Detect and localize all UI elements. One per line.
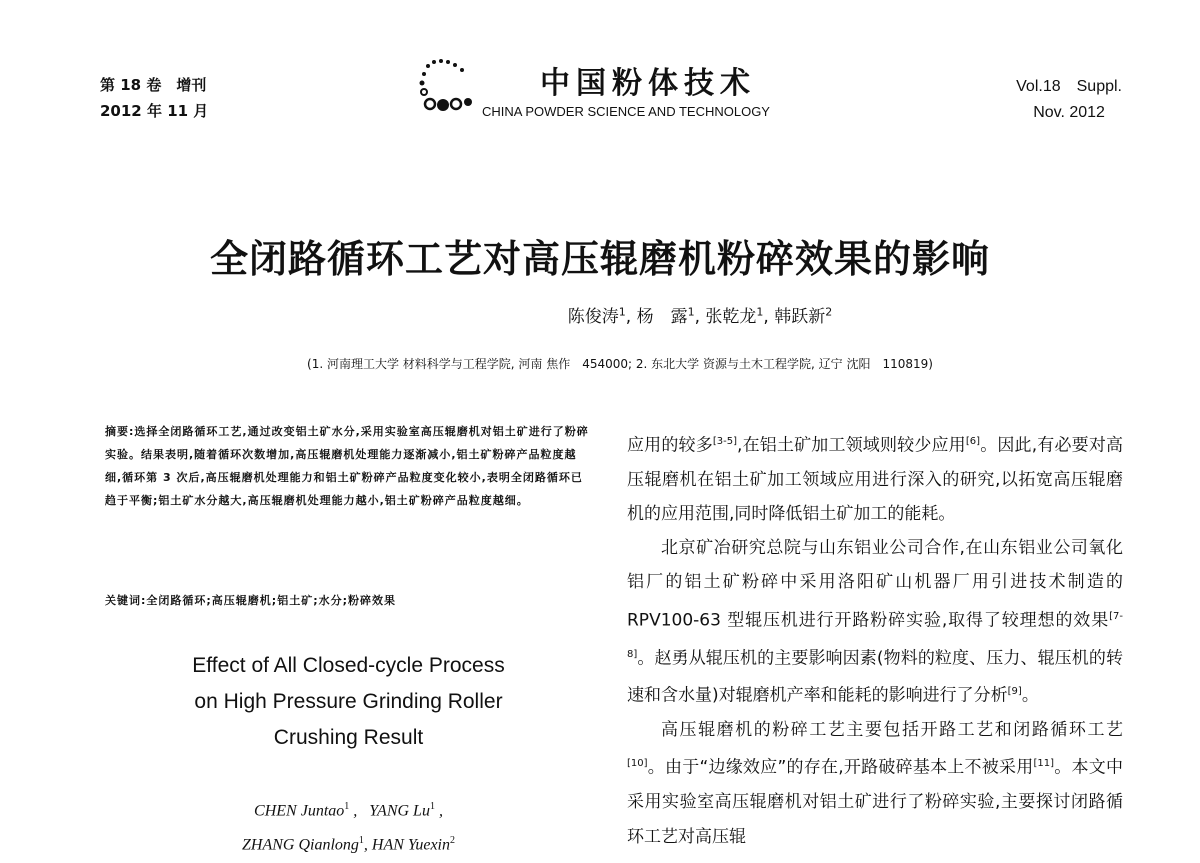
abstract-cn [105,420,592,512]
author-name: 张乾龙 [705,307,757,327]
body-paragraph: 北京矿冶研究总院与山东铝业公司合作,在山东铝业公司氧化铝厂的铝土矿粉碎中采用洛阳矿山机器厂用引进技术制造的 RPV100-63 型辊压机进行开路粉碎实验,取得了较理想的效果[7-8]。赵勇从辊压机的主要影响因素(物料的粒度、压力、辊压机的转速和含水量)对辊磨机产率和能耗的影响进行了分析[9]。 [627,538,1123,707]
header-left [100,72,208,124]
citation: [11] [1033,758,1055,770]
author-name: 陈俊涛 [567,307,619,327]
body-text-column [627,425,1123,854]
abstract-label: 摘要: [105,425,135,438]
keywords-cn [105,592,592,608]
title-en-line: on High Pressure Grinding Roller [194,690,503,713]
authors-en: CHEN Juntao$^1$ , YANG Lu$^1$ , ZHANG Qianlong$^1$, HAN Yuexin$^2$ [242,801,455,854]
author-name: 韩跃新 [774,307,826,327]
author-name-en: HAN Yuexin [371,836,450,854]
journal-masthead [414,52,814,122]
paper-title-en [105,648,592,756]
volume-issue-en: Vol.18 Suppl. [1016,78,1122,95]
journal-name-cn: 中国粉体技术 [540,66,756,101]
date-cn: 2012 年 11 月 [100,102,209,120]
body-paragraph: 应用的较多[3-5],在铝土矿加工领域则较少应用[6]。因此,有必要对高压辊磨机在铝土矿加工领域应用进行深入的研究,以拓宽高压辊磨机的应用范围,同时降低铝土矿加工的能耗。 [627,435,1124,525]
abstract-text: 选择全闭路循环工艺,通过改变铝土矿水分,采用实验室高压辊磨机对铝土矿进行了粉碎实验。结果表明,随着循环次数增加,高压辊磨机处理能力逐渐减小,铝土矿粉碎产品粒度越细,循环第 3 次后,高压辊磨机处理能力和铝土矿粉碎产品粒度变化较小,表明全闭路循环已趋于平衡;铝土矿水分越大,高压辊磨机处理能力越小,铝土矿粉碎产品粒度越细。 [105,425,589,507]
journal-name-en: CHINA POWDER SCIENCE AND TECHNOLOGY [482,104,770,119]
body-paragraph: 高压辊磨机的粉碎工艺主要包括开路工艺和闭路循环工艺[10]。由于“边缘效应”的存在,开路破碎基本上不被采用[11]。本文中采用实验室高压辊磨机对铝土矿进行了粉碎实验,主要探讨闭路循环工艺对高压辊 [627,720,1123,847]
volume-issue-cn: 第 18 卷 增刊 [100,76,207,94]
author-name-en: YANG Lu [369,802,430,820]
author-name-en: CHEN Juntao [254,802,345,820]
affiliations: (1. 河南理工大学 材料科学与工程学院, 河南 焦作 454000; 2. 东北大学 资源与土木工程学院, 辽宁 沈阳 110819) [307,357,933,371]
citation: [9] [1007,686,1022,698]
journal-logo-icon [414,52,478,116]
citation: [10] [627,758,648,770]
citation: [6] [965,436,981,447]
paper-title-cn: 全闭路循环工艺对高压辊磨机粉碎效果的影响 [209,237,990,281]
author-name: 杨 露 [636,307,688,327]
header-right [1016,74,1122,126]
keywords-text: 全闭路循环;高压辊磨机;铝土矿;水分;粉碎效果 [146,594,397,607]
citation: [3-5] [712,436,738,447]
keywords-label: 关键词: [105,594,147,607]
title-en-line: Crushing Result [273,726,424,749]
authors-cn: 陈俊涛$^1$, 杨 露$^1$, 张乾龙$^1$, 韩跃新$^2$ [567,305,833,327]
author-name-en: ZHANG Qianlong [242,836,359,854]
title-en-line: Effect of All Closed-cycle Process [192,654,505,677]
date-en: Nov. 2012 [1033,104,1105,121]
citation: [7-8] [627,610,1123,660]
